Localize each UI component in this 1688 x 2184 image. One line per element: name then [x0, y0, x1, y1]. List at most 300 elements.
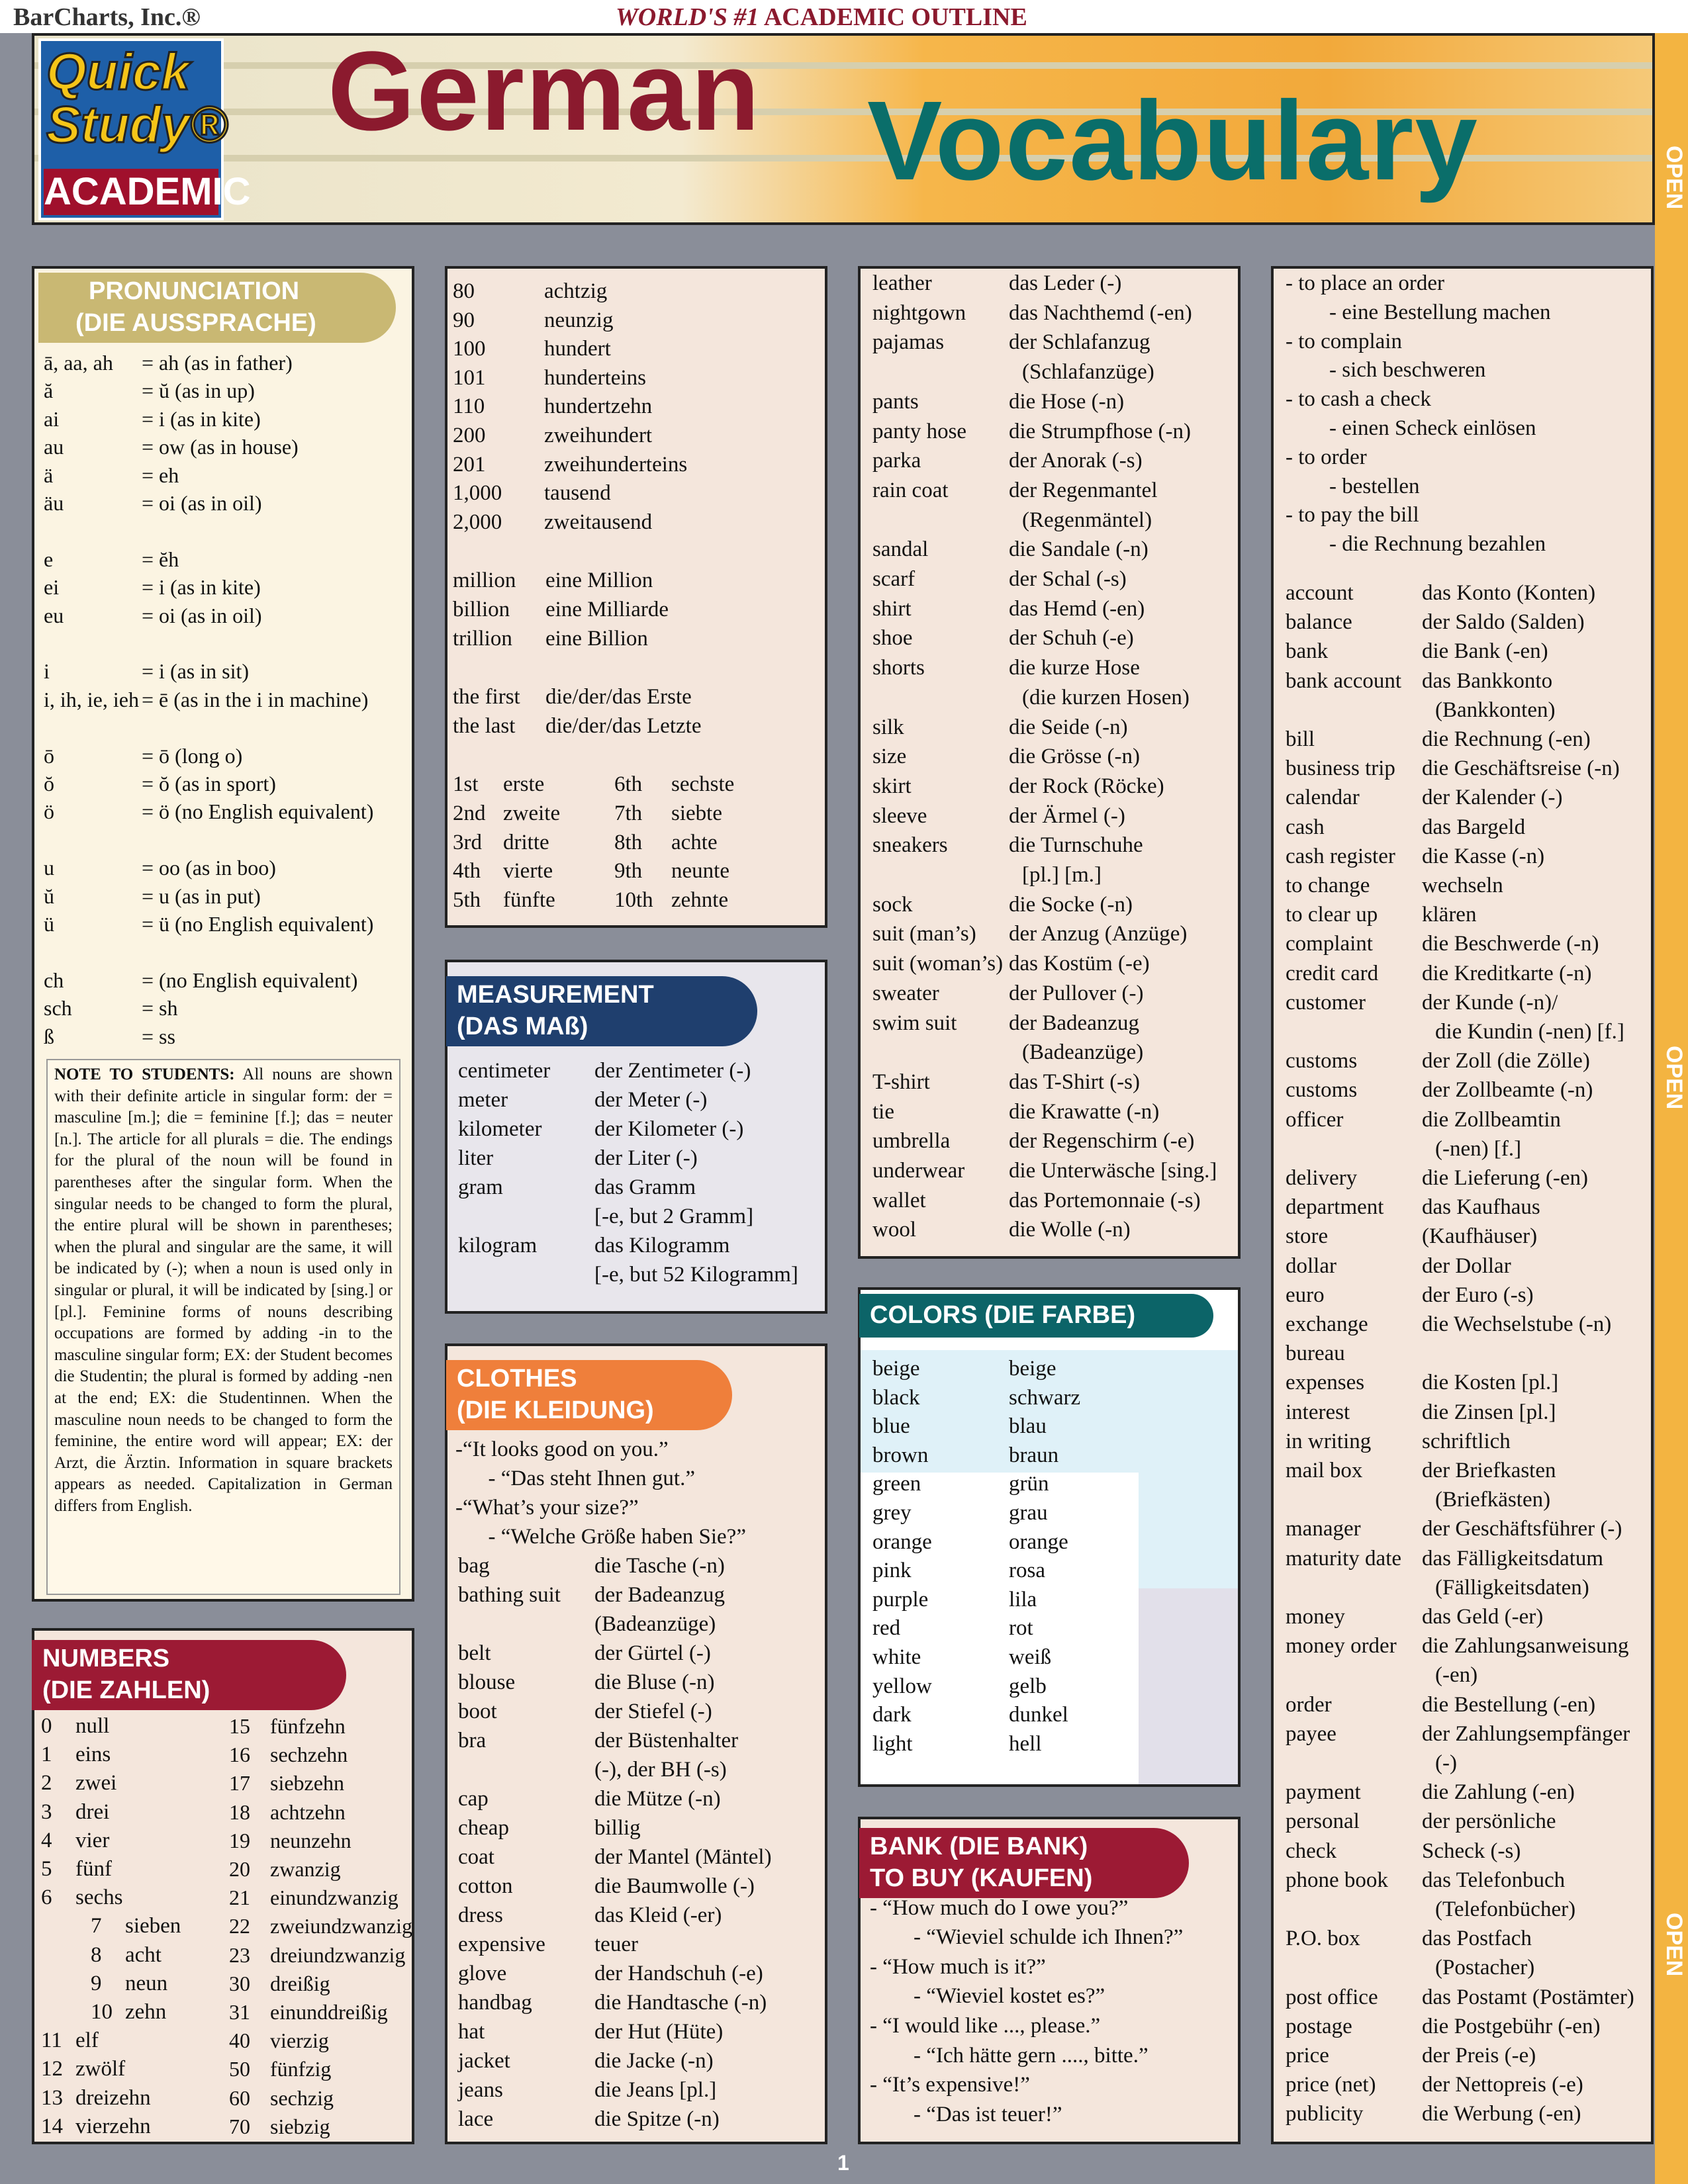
term-german: die Baumwolle (-) [594, 1874, 755, 1898]
term-english: glove [458, 1962, 507, 1985]
term-german: die Zinsen [pl.] [1422, 1400, 1556, 1424]
term-english: personal [1286, 1809, 1360, 1834]
term-german: braun [1009, 1443, 1059, 1467]
term-german: orange [1009, 1529, 1068, 1554]
quick-study-logo [38, 38, 251, 220]
term-german: vierzig [270, 2028, 329, 2053]
term-german: beige [1009, 1357, 1056, 1381]
numeral: 1 [41, 1743, 52, 1767]
term-english: payee [1286, 1721, 1336, 1746]
term-english: 90 [453, 308, 475, 332]
term-english: delivery [1286, 1166, 1358, 1190]
term-english: jacket [458, 2049, 510, 2073]
term-german: die Lieferung (-en) [1422, 1166, 1589, 1190]
term-english: to clear up [1286, 903, 1378, 927]
note-text: All nouns are shown with their definite article in singular form: der = masculine [m.]; die = feminine [f.]; das = neuter [n.]. The article for all plurals = die. The endings for the plural of the noun will be found in parentheses after the singular form. When the singular needs to be changed to form the plural, the entire plural will be shown in parentheses; when the plural and singular are the same, it will be indicated by (-); when a noun is used only in singular or plural, it will be indicated by [sing.] or [pl.]. Feminine forms of nouns describing occupations are formed by adding -in to the masculine singular form; EX: der Student becomes die Studentin; the plural is formed by adding -nen at the end; EX: die Studentinnen. When the masculine noun needs to be changed to form the feminine, the entire word will appear; EX: der Arzt, die Ärztin. Information in square brackets appears as needed. Capitalization in German differs from English. [54, 1066, 393, 1515]
term-german: (-en) [1435, 1663, 1478, 1688]
term-english: ŭ [44, 884, 54, 908]
term-english: 70 [229, 2114, 250, 2138]
tagline-rest: ACADEMIC OUTLINE [759, 3, 1027, 31]
phrase-line: - “How much do I owe you?” [870, 1895, 1129, 1920]
term-german: zweite [503, 801, 561, 825]
term-english: black [872, 1385, 920, 1410]
phrase-line: - “Das ist teuer!” [870, 2102, 1062, 2126]
term-german: das Fälligkeitsdatum [1422, 1546, 1604, 1570]
title-german: German [328, 28, 761, 154]
term-english: u [44, 856, 54, 880]
term-english: coat [458, 1845, 494, 1869]
term-english: suit (man’s) [872, 922, 976, 946]
term-german: fünfzehn [270, 1714, 346, 1738]
term-english: order [1286, 1692, 1332, 1717]
term-english: jeans [458, 2078, 503, 2102]
term-english: 22 [229, 1914, 250, 1938]
term-german: der Geschäftsführer (-) [1422, 1517, 1622, 1541]
term-english: blue [872, 1414, 910, 1439]
term-german: = u (as in put) [142, 884, 261, 908]
numeral: 8 [91, 1942, 102, 1967]
term-german: der Dollar [1422, 1253, 1511, 1278]
term-german: der Ärmel (-) [1009, 803, 1125, 828]
open-label [1658, 1046, 1685, 1118]
term-english: balance [1286, 610, 1352, 635]
term-english: dark [872, 1703, 912, 1727]
term-english: store [1286, 1224, 1329, 1249]
term-german: der Briefkasten [1422, 1459, 1556, 1482]
term-german: eine Million [545, 569, 653, 593]
term-german: siebzig [270, 2114, 330, 2138]
term-german: der Zollbeamte (-n) [1422, 1078, 1593, 1103]
term-german: grün [1009, 1472, 1049, 1496]
term-english: 4th [453, 859, 481, 884]
phrase-line: - sich beschweren [1286, 358, 1486, 383]
number-word: dreizehn [75, 2085, 151, 2110]
term-german: die Grösse (-n) [1009, 745, 1140, 769]
term-english: lace [458, 2107, 494, 2131]
term-german: gelb [1009, 1674, 1047, 1698]
term-german: (Briefkästen) [1435, 1488, 1551, 1512]
term-english: leather [872, 271, 932, 295]
phrase-line: - to place an order [1286, 271, 1445, 295]
term-english: customs [1286, 1049, 1358, 1073]
term-german: = ĕh [142, 547, 179, 571]
term-german: erste [503, 772, 545, 797]
phrase-line: - “How much is it?” [870, 1954, 1046, 1979]
term-german: das Kostüm (-e) [1009, 952, 1150, 976]
term-german: = oi (as in oil) [142, 603, 262, 627]
term-english: bank [1286, 639, 1329, 664]
term-german: der Büstenhalter [594, 1729, 739, 1752]
term-german: = sh [142, 996, 178, 1021]
logo-word-quick: Quick [46, 42, 190, 101]
term-english: nightgown [872, 300, 966, 325]
term-german: (Telefonbücher) [1435, 1897, 1576, 1921]
term-english: white [872, 1645, 921, 1669]
term-german: der Preis (-e) [1422, 2044, 1536, 2068]
term-english: pink [872, 1559, 912, 1583]
term-german: die/der/das Letzte [545, 713, 702, 738]
term-english: customer [1286, 990, 1366, 1015]
term-german: neunte [671, 859, 729, 884]
term-german: (die kurzen Hosen) [1022, 685, 1190, 709]
term-german: zweitausend [544, 510, 653, 534]
term-german: die Strumpfhose (-n) [1009, 419, 1191, 443]
term-english: cash [1286, 815, 1325, 839]
numeral: 5 [41, 1857, 52, 1881]
term-german: der Anorak (-s) [1009, 449, 1143, 473]
term-german: zweiundzwanzig [270, 1914, 413, 1938]
term-german: die Beschwerde (-n) [1422, 932, 1599, 956]
colors-swatch-band [1139, 1350, 1238, 1588]
term-german: das Nachthemd (-en) [1009, 300, 1192, 325]
term-german: der Schuh (-e) [1009, 626, 1134, 651]
term-german: (-) [1435, 1751, 1457, 1775]
term-english: manager [1286, 1517, 1361, 1541]
term-german: (Regenmäntel) [1022, 508, 1152, 532]
phrase-line: -“It looks good on you.” [455, 1437, 669, 1461]
term-german: [-e, but 52 Kilogramm] [594, 1263, 798, 1287]
term-english: ß [44, 1024, 54, 1048]
term-english: centimeter [458, 1059, 551, 1083]
term-english: underwear [872, 1159, 965, 1183]
term-german: blau [1009, 1414, 1047, 1439]
term-german: das Konto (Konten) [1422, 581, 1596, 605]
term-german: der Zahlungsempfänger [1422, 1721, 1630, 1746]
term-english: sandal [872, 537, 929, 562]
term-german: das Hemd (-en) [1009, 596, 1145, 621]
term-german: siebte [671, 801, 722, 825]
term-english: e [44, 547, 54, 571]
term-german: (Kaufhäuser) [1422, 1224, 1538, 1249]
term-english: P.O. box [1286, 1927, 1360, 1951]
term-german: (Schlafanzüge) [1022, 360, 1154, 385]
numeral: 0 [41, 1714, 52, 1738]
term-german: die Tasche (-n) [594, 1554, 725, 1578]
term-english: euro [1286, 1283, 1325, 1307]
term-english: officer [1286, 1107, 1344, 1132]
page-number: 1 [837, 2151, 849, 2175]
term-english: belt [458, 1641, 491, 1665]
phrase-line: - “Das steht Ihnen gut.” [455, 1467, 695, 1490]
term-english: in writing [1286, 1429, 1372, 1453]
numeral: 2 [41, 1771, 52, 1796]
term-german: der Hut (Hüte) [594, 2020, 724, 2044]
term-german: dreiundzwanzig [270, 1942, 406, 1967]
term-german: hunderteins [544, 365, 646, 390]
number-word: elf [75, 2028, 99, 2053]
term-english: 110 [453, 394, 485, 419]
term-german: das Leder (-) [1009, 271, 1122, 295]
term-german: der Rock (Röcke) [1009, 774, 1164, 798]
colors-title: COLORS (DIE FARBE) [870, 1301, 1136, 1329]
term-german: achte [671, 830, 718, 854]
term-english: cash register [1286, 844, 1395, 868]
term-english: complaint [1286, 932, 1373, 956]
term-german: die Seide (-n) [1009, 715, 1128, 739]
title-vocabulary: Vocabulary [867, 78, 1479, 204]
phrase-line: - to complain [1286, 329, 1402, 353]
term-english: 2nd [453, 801, 486, 825]
term-english: shirt [872, 596, 912, 621]
term-english: 6th [614, 772, 643, 797]
term-german: achtzehn [270, 1799, 346, 1824]
phrase-line: - to pay the bill [1286, 503, 1419, 527]
term-english: beige [872, 1357, 920, 1381]
numeral: 11 [41, 2028, 62, 2053]
term-german: die Wolle (-n) [1009, 1218, 1131, 1242]
term-english: pajamas [872, 330, 945, 355]
pronunciation-header [38, 273, 396, 343]
term-german: die Kundin (-nen) [f.] [1435, 1020, 1624, 1044]
term-german: = ow (as in house) [142, 435, 299, 459]
term-english: 31 [229, 2000, 250, 2024]
term-german: = ü (no English equivalent) [142, 912, 374, 936]
term-german: der Kunde (-n)/ [1422, 990, 1558, 1015]
term-german: billig [594, 1816, 641, 1840]
term-german: der Kalender (-) [1422, 786, 1563, 810]
term-english: size [872, 745, 907, 769]
term-german: schwarz [1009, 1385, 1081, 1410]
phrase-line: -“What’s your size?” [455, 1496, 639, 1520]
term-english: exchange [1286, 1312, 1368, 1336]
term-english: ö [44, 799, 54, 824]
term-english: trillion [453, 626, 512, 651]
term-german: die Hose (-n) [1009, 389, 1125, 414]
term-german: der Saldo (Salden) [1422, 610, 1585, 635]
phrase-line: - to cash a check [1286, 387, 1431, 412]
term-english: bag [458, 1554, 490, 1578]
term-english: money order [1286, 1634, 1397, 1659]
term-english: interest [1286, 1400, 1350, 1424]
term-english: ü [44, 912, 54, 936]
term-english: i, ih, ie, ieh [44, 687, 139, 711]
term-english: green [872, 1472, 921, 1496]
phrase-line: - “Wieviel schulde ich Ihnen?” [870, 1925, 1184, 1950]
term-german: die Zahlungsanweisung [1422, 1634, 1629, 1659]
term-german: die Postgebühr (-en) [1422, 2014, 1601, 2038]
term-german: der Schlafanzug [1009, 330, 1150, 355]
term-german: siebzehn [270, 1771, 344, 1796]
logo-word-study: Study® [46, 95, 228, 154]
term-german: schriftlich [1422, 1429, 1511, 1453]
term-german: die Werbung (-en) [1422, 2102, 1581, 2126]
bank-title: BANK (DIE BANK) [870, 1833, 1088, 1860]
term-german: sechste [671, 772, 735, 797]
term-german: = i (as in kite) [142, 406, 261, 431]
term-english: sleeve [872, 803, 927, 828]
term-german: einundzwanzig [270, 1886, 399, 1910]
term-german: das Postfach [1422, 1927, 1532, 1951]
term-german: der Regenschirm (-e) [1009, 1129, 1195, 1154]
numeral: 7 [91, 1914, 102, 1938]
number-word: drei [75, 1799, 110, 1824]
term-german: = ö (no English equivalent) [142, 799, 374, 824]
term-german: zweihundert [544, 424, 653, 447]
measurement-title: MEASUREMENT [457, 981, 654, 1009]
term-german: das Postamt (Postämter) [1422, 1985, 1634, 2009]
term-english: sock [872, 892, 913, 917]
term-german: hundert [544, 337, 611, 361]
term-english: 201 [453, 452, 486, 477]
phrase-line: - to order [1286, 445, 1367, 469]
term-german: neunzig [544, 308, 614, 332]
term-english: 9th [614, 859, 643, 884]
term-german: = ŭ (as in up) [142, 379, 255, 403]
term-english: to change [1286, 874, 1370, 897]
term-german: (Badeanzüge) [594, 1612, 716, 1636]
term-german: der Badeanzug [594, 1583, 725, 1607]
number-word: sechs [75, 1886, 123, 1910]
term-english: 20 [229, 1857, 250, 1881]
phrase-line: - “It’s expensive!” [870, 2073, 1030, 2097]
term-english: department [1286, 1195, 1384, 1220]
term-english: 40 [229, 2028, 250, 2053]
term-english: postage [1286, 2014, 1352, 2038]
number-word: neun [125, 1971, 168, 1995]
term-english: gram [458, 1175, 503, 1199]
term-english: 15 [229, 1714, 250, 1738]
term-english: the last [453, 713, 516, 738]
term-english: bank account [1286, 668, 1402, 693]
term-english: i [44, 659, 50, 684]
term-english: business trip [1286, 756, 1395, 781]
clothes-title: CLOTHES [457, 1365, 577, 1392]
term-german: der Euro (-s) [1422, 1283, 1534, 1307]
term-german: dreißig [270, 1971, 330, 1995]
term-english: kilometer [458, 1117, 542, 1141]
term-english: yellow [872, 1674, 932, 1698]
phrase-line: - eine Bestellung machen [1286, 300, 1551, 324]
pronunciation-subtitle: (DIE AUSSPRACHE) [75, 309, 316, 337]
term-english: credit card [1286, 961, 1379, 985]
term-german: (-), der BH (-s) [594, 1758, 727, 1782]
term-english: 60 [229, 2085, 250, 2110]
term-german: weiß [1009, 1645, 1052, 1669]
term-german: zweihunderteins [544, 452, 688, 477]
term-german: = ē (as in the i in machine) [142, 687, 369, 711]
term-english: shoe [872, 626, 913, 651]
term-english: 18 [229, 1799, 250, 1824]
number-word: fünf [75, 1857, 112, 1881]
term-english: light [872, 1731, 913, 1756]
term-german: der Mantel (Mäntel) [594, 1845, 772, 1869]
term-english: the first [453, 685, 520, 709]
colors-swatch-band [1139, 1588, 1238, 1784]
term-english: cheap [458, 1816, 509, 1840]
term-english: billion [453, 598, 510, 621]
number-word: eins [75, 1743, 111, 1767]
phrase-line: - die Rechnung bezahlen [1286, 532, 1546, 557]
term-german: die Turnschuhe [1009, 833, 1143, 858]
term-english: 30 [229, 1971, 250, 1995]
term-german: die Kreditkarte (-n) [1422, 961, 1592, 985]
term-english: 10th [614, 887, 653, 912]
term-english: eu [44, 603, 64, 627]
bank-header [859, 1828, 1189, 1898]
term-english: expensive [458, 1933, 545, 1956]
measurement-subtitle: (DAS MAß) [457, 1013, 588, 1040]
numeral: 3 [41, 1799, 52, 1824]
top-strip [0, 0, 1688, 33]
term-german: die kurze Hose [1009, 656, 1140, 680]
term-english: liter [458, 1146, 494, 1170]
term-english: ai [44, 406, 60, 431]
term-english: 50 [229, 2057, 250, 2081]
term-english: kilogram [458, 1234, 538, 1257]
term-english: ō [44, 743, 54, 768]
term-english: purple [872, 1587, 929, 1612]
term-german: die Unterwäsche [sing.] [1009, 1159, 1217, 1183]
term-english: 21 [229, 1886, 250, 1910]
phrase-line: - “Welche Größe haben Sie?” [455, 1525, 746, 1549]
number-word: vier [75, 1828, 110, 1852]
tagline-emphasis: WORLD'S #1 [616, 3, 759, 31]
term-german: (Postacher) [1435, 1956, 1535, 1980]
term-english: 2,000 [453, 510, 502, 534]
term-english: wool [872, 1218, 916, 1242]
numbers-title: NUMBERS [42, 1645, 170, 1672]
bank-subtitle: TO BUY (KAUFEN) [870, 1864, 1093, 1892]
term-german: die Sandale (-n) [1009, 537, 1149, 562]
term-german: zehnte [671, 887, 729, 912]
term-english: expenses [1286, 1371, 1365, 1395]
term-german: [pl.] [m.] [1022, 863, 1102, 887]
term-german: der Kilometer (-) [594, 1117, 744, 1141]
term-english: 17 [229, 1771, 250, 1796]
term-german: vierte [503, 859, 553, 884]
term-german: der Schal (-s) [1009, 567, 1127, 591]
term-english: shorts [872, 656, 925, 680]
term-german: der Nettopreis (-e) [1422, 2073, 1583, 2097]
term-english: bureau [1286, 1342, 1345, 1366]
term-german: = oo (as in boo) [142, 856, 276, 880]
open-label [1658, 146, 1685, 218]
term-english: calendar [1286, 786, 1360, 810]
term-german: = (no English equivalent) [142, 968, 358, 992]
term-german: der Pullover (-) [1009, 981, 1144, 1005]
term-german: = i (as in sit) [142, 659, 250, 684]
term-english: customs [1286, 1078, 1358, 1103]
term-german: der persönliche [1422, 1809, 1556, 1834]
term-english: umbrella [872, 1129, 951, 1154]
term-english: T-shirt [872, 1069, 930, 1094]
term-english: ch [44, 968, 64, 992]
term-english: skirt [872, 774, 912, 798]
term-english: maturity date [1286, 1546, 1402, 1570]
term-english: price [1286, 2044, 1329, 2068]
term-english: publicity [1286, 2102, 1364, 2126]
term-german: = ō (long o) [142, 743, 243, 768]
term-english: 1,000 [453, 481, 502, 506]
term-german: die Kosten [pl.] [1422, 1371, 1559, 1395]
term-german: das Bargeld [1422, 815, 1526, 839]
numeral: 13 [41, 2085, 63, 2110]
term-german: hundertzehn [544, 394, 653, 419]
term-german: der Regenmantel [1009, 478, 1158, 502]
term-german: die/der/das Erste [545, 685, 692, 709]
term-english: ei [44, 575, 60, 600]
note-lead: NOTE TO STUDENTS: [54, 1066, 235, 1083]
number-word: vierzehn [75, 2114, 151, 2138]
term-german: der Anzug (Anzüge) [1009, 922, 1188, 946]
term-english: sch [44, 996, 72, 1021]
term-english: ä [44, 463, 54, 487]
term-english: mail box [1286, 1459, 1363, 1482]
term-german: = oi (as in oil) [142, 491, 262, 515]
term-english: check [1286, 1839, 1336, 1863]
term-german: die Mütze (-n) [594, 1787, 721, 1811]
term-english: 100 [453, 337, 486, 361]
